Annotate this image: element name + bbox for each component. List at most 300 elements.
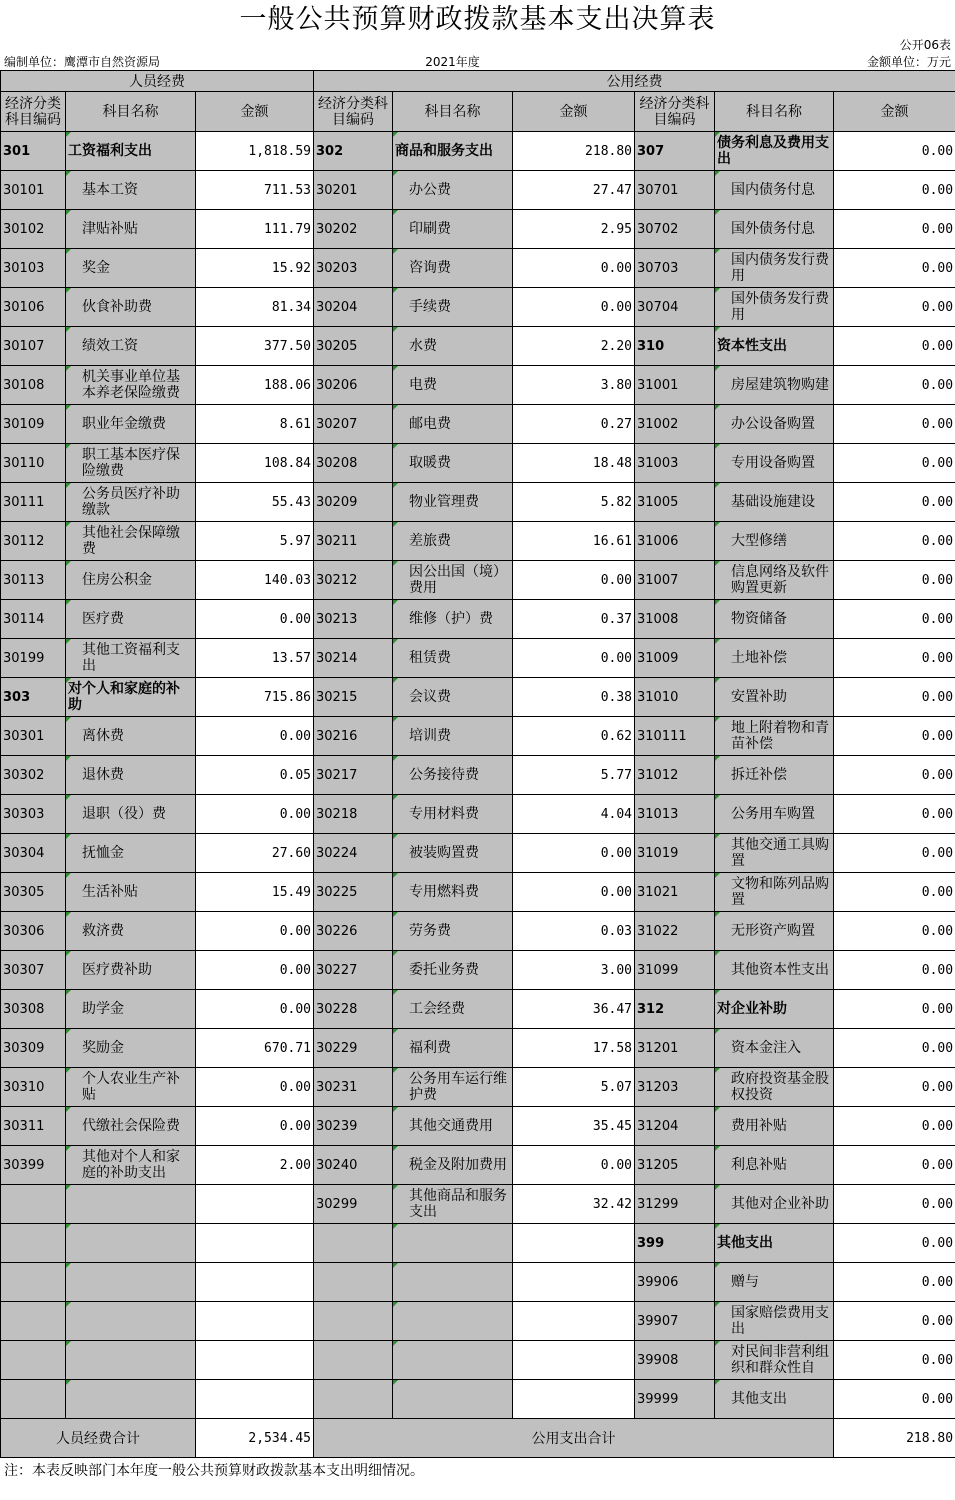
econ-code-cell: 30231 <box>314 1068 393 1107</box>
item-name-cell: 其他资本性支出 <box>715 951 834 990</box>
item-name-cell: 国内债务发行费用 <box>715 249 834 288</box>
econ-code-cell: 30102 <box>1 210 66 249</box>
item-name-cell: 拆迁补偿 <box>715 756 834 795</box>
table-row <box>1 795 955 834</box>
econ-code-cell: 30304 <box>1 834 66 873</box>
econ-code-cell: 39908 <box>635 1341 715 1380</box>
econ-code-cell: 30703 <box>635 249 715 288</box>
item-name-cell: 救济费 <box>66 912 196 951</box>
amount-cell: 15.92 <box>196 249 314 288</box>
amount-cell: 0.00 <box>834 327 955 366</box>
econ-code-cell: 30227 <box>314 951 393 990</box>
public-total-amount: 218.80 <box>834 1419 955 1458</box>
amount-cell: 0.00 <box>834 483 955 522</box>
amount-cell: 0.38 <box>513 678 635 717</box>
econ-code-cell: 30212 <box>314 561 393 600</box>
amount-cell: 0.00 <box>834 210 955 249</box>
econ-code-cell <box>1 1185 66 1224</box>
item-name-cell: 国内债务付息 <box>715 171 834 210</box>
item-name-cell <box>393 1341 513 1380</box>
item-name-cell: 对企业补助 <box>715 990 834 1029</box>
form-code: 公开06表 <box>899 38 951 52</box>
econ-code-cell: 30113 <box>1 561 66 600</box>
table-row <box>1 483 955 522</box>
item-name-cell: 办公设备购置 <box>715 405 834 444</box>
amount-cell: 0.62 <box>513 717 635 756</box>
item-name-cell: 离休费 <box>66 717 196 756</box>
item-name-cell <box>393 1302 513 1341</box>
econ-code-cell: 30106 <box>1 288 66 327</box>
item-name-cell: 资本性支出 <box>715 327 834 366</box>
item-name-cell <box>66 1185 196 1224</box>
econ-code-cell: 30302 <box>1 756 66 795</box>
item-name-cell: 地上附着物和青苗补偿 <box>715 717 834 756</box>
amount-cell: 0.00 <box>196 990 314 1029</box>
table-row <box>1 834 955 873</box>
amount-cell: 0.00 <box>513 249 635 288</box>
amount-cell: 0.27 <box>513 405 635 444</box>
amount-cell: 4.04 <box>513 795 635 834</box>
item-name-cell: 取暖费 <box>393 444 513 483</box>
econ-code-cell: 30228 <box>314 990 393 1029</box>
econ-code-cell: 312 <box>635 990 715 1029</box>
econ-code-cell: 31013 <box>635 795 715 834</box>
amount-cell: 3.80 <box>513 366 635 405</box>
econ-code-cell: 30229 <box>314 1029 393 1068</box>
amount-cell <box>196 1302 314 1341</box>
table-row <box>1 522 955 561</box>
item-name-cell: 其他对企业补助 <box>715 1185 834 1224</box>
econ-code-cell: 30310 <box>1 1068 66 1107</box>
item-name-cell: 安置补助 <box>715 678 834 717</box>
table-row <box>1 405 955 444</box>
table-row <box>1 1185 955 1224</box>
item-name-cell: 其他工资福利支出 <box>66 639 196 678</box>
econ-code-cell <box>314 1224 393 1263</box>
page-title: 一般公共预算财政拨款基本支出决算表 <box>239 4 716 35</box>
item-name-cell: 公务接待费 <box>393 756 513 795</box>
amount-cell <box>513 1302 635 1341</box>
econ-code-cell: 30301 <box>1 717 66 756</box>
econ-code-cell: 30103 <box>1 249 66 288</box>
econ-code-cell: 31205 <box>635 1146 715 1185</box>
econ-code-cell: 30307 <box>1 951 66 990</box>
item-name-cell: 其他商品和服务支出 <box>393 1185 513 1224</box>
item-name-cell: 基本工资 <box>66 171 196 210</box>
item-name-cell: 信息网络及软件购置更新 <box>715 561 834 600</box>
item-name-cell: 资本金注入 <box>715 1029 834 1068</box>
econ-code-cell: 39999 <box>635 1380 715 1419</box>
econ-code-cell: 30199 <box>1 639 66 678</box>
amount-cell: 0.00 <box>834 951 955 990</box>
econ-code-cell: 303 <box>1 678 66 717</box>
item-name-cell: 费用补贴 <box>715 1107 834 1146</box>
item-name-cell: 职工基本医疗保险缴费 <box>66 444 196 483</box>
amount-cell: 5.07 <box>513 1068 635 1107</box>
econ-code-cell: 30306 <box>1 912 66 951</box>
econ-code-cell: 30308 <box>1 990 66 1029</box>
econ-code-cell: 30702 <box>635 210 715 249</box>
header-code: 经济分类科目编码 <box>1 92 66 132</box>
amount-cell: 0.00 <box>513 834 635 873</box>
item-name-cell: 抚恤金 <box>66 834 196 873</box>
header-code: 经济分类科目编码 <box>635 92 715 132</box>
econ-code-cell: 30704 <box>635 288 715 327</box>
econ-code-cell: 30202 <box>314 210 393 249</box>
amount-cell <box>196 1380 314 1419</box>
item-name-cell: 个人农业生产补贴 <box>66 1068 196 1107</box>
table-row <box>1 171 955 210</box>
item-name-cell: 税金及附加费用 <box>393 1146 513 1185</box>
amount-cell: 16.61 <box>513 522 635 561</box>
item-name-cell: 其他支出 <box>715 1224 834 1263</box>
amount-cell: 2.95 <box>513 210 635 249</box>
amount-cell: 670.71 <box>196 1029 314 1068</box>
table-row <box>1 561 955 600</box>
econ-code-cell: 30203 <box>314 249 393 288</box>
item-name-cell: 工资福利支出 <box>66 132 196 171</box>
amount-cell: 108.84 <box>196 444 314 483</box>
econ-code-cell: 310111 <box>635 717 715 756</box>
econ-code-cell <box>314 1302 393 1341</box>
econ-code-cell: 31022 <box>635 912 715 951</box>
amount-cell: 0.00 <box>513 639 635 678</box>
item-name-cell: 债务利息及费用支出 <box>715 132 834 171</box>
item-name-cell: 津贴补贴 <box>66 210 196 249</box>
item-name-cell: 水费 <box>393 327 513 366</box>
econ-code-cell: 31201 <box>635 1029 715 1068</box>
item-name-cell: 政府投资基金股权投资 <box>715 1068 834 1107</box>
amount-cell: 0.00 <box>834 132 955 171</box>
econ-code-cell <box>1 1224 66 1263</box>
section-header-row <box>1 71 955 92</box>
table-row <box>1 1068 955 1107</box>
item-name-cell: 职业年金缴费 <box>66 405 196 444</box>
econ-code-cell <box>1 1302 66 1341</box>
item-name-cell: 基础设施建设 <box>715 483 834 522</box>
amount-cell: 0.00 <box>513 561 635 600</box>
amount-cell: 218.80 <box>513 132 635 171</box>
amount-cell: 27.60 <box>196 834 314 873</box>
amount-cell: 17.58 <box>513 1029 635 1068</box>
econ-code-cell: 30311 <box>1 1107 66 1146</box>
amount-cell: 0.00 <box>834 288 955 327</box>
item-name-cell: 公务用车购置 <box>715 795 834 834</box>
amount-cell: 0.00 <box>834 678 955 717</box>
amount-cell: 711.53 <box>196 171 314 210</box>
table-row <box>1 951 955 990</box>
table-row <box>1 912 955 951</box>
econ-code-cell: 30225 <box>314 873 393 912</box>
amount-cell: 13.57 <box>196 639 314 678</box>
item-name-cell: 文物和陈列品购置 <box>715 873 834 912</box>
amount-cell: 35.45 <box>513 1107 635 1146</box>
amount-cell: 0.00 <box>834 171 955 210</box>
amount-cell: 0.00 <box>834 873 955 912</box>
amount-cell: 0.00 <box>834 717 955 756</box>
amount-cell: 36.47 <box>513 990 635 1029</box>
table-row <box>1 327 955 366</box>
item-name-cell: 公务员医疗补助缴款 <box>66 483 196 522</box>
econ-code-cell: 30114 <box>1 600 66 639</box>
econ-code-cell: 30701 <box>635 171 715 210</box>
totals-row <box>1 1419 955 1458</box>
amount-cell: 0.00 <box>834 366 955 405</box>
item-name-cell: 助学金 <box>66 990 196 1029</box>
econ-code-cell: 31002 <box>635 405 715 444</box>
item-name-cell <box>393 1380 513 1419</box>
header-amount: 金额 <box>196 92 314 132</box>
amount-cell <box>513 1263 635 1302</box>
item-name-cell: 手续费 <box>393 288 513 327</box>
table-row <box>1 288 955 327</box>
amount-cell <box>513 1224 635 1263</box>
public-total-label: 公用支出合计 <box>314 1419 834 1458</box>
amount-cell: 5.77 <box>513 756 635 795</box>
econ-code-cell: 30214 <box>314 639 393 678</box>
section-personnel: 人员经费 <box>1 71 314 92</box>
item-name-cell: 国外债务发行费用 <box>715 288 834 327</box>
amount-cell: 0.00 <box>834 639 955 678</box>
item-name-cell <box>66 1302 196 1341</box>
table-row <box>1 1107 955 1146</box>
amount-cell: 0.00 <box>196 951 314 990</box>
amount-cell: 0.00 <box>834 1068 955 1107</box>
amount-cell: 140.03 <box>196 561 314 600</box>
header-code: 经济分类科目编码 <box>314 92 393 132</box>
section-public: 公用经费 <box>314 71 955 92</box>
econ-code-cell: 30218 <box>314 795 393 834</box>
amount-cell: 2.20 <box>513 327 635 366</box>
econ-code-cell: 30226 <box>314 912 393 951</box>
amount-cell: 0.00 <box>196 1068 314 1107</box>
item-name-cell <box>393 1224 513 1263</box>
item-name-cell: 差旅费 <box>393 522 513 561</box>
table-row <box>1 678 955 717</box>
amount-cell: 0.00 <box>196 600 314 639</box>
table-row <box>1 132 955 171</box>
table-row <box>1 1224 955 1263</box>
fiscal-year: 2021年度 <box>425 55 480 69</box>
item-name-cell: 劳务费 <box>393 912 513 951</box>
amount-cell: 0.00 <box>834 1029 955 1068</box>
item-name-cell: 国家赔偿费用支出 <box>715 1302 834 1341</box>
table-row <box>1 444 955 483</box>
econ-code-cell: 31006 <box>635 522 715 561</box>
econ-code-cell: 39906 <box>635 1263 715 1302</box>
econ-code-cell: 301 <box>1 132 66 171</box>
amount-cell: 0.00 <box>834 1380 955 1419</box>
econ-code-cell: 31099 <box>635 951 715 990</box>
item-name-cell: 培训费 <box>393 717 513 756</box>
econ-code-cell: 30206 <box>314 366 393 405</box>
econ-code-cell: 31203 <box>635 1068 715 1107</box>
item-name-cell: 生活补贴 <box>66 873 196 912</box>
amount-cell: 0.05 <box>196 756 314 795</box>
econ-code-cell: 30309 <box>1 1029 66 1068</box>
item-name-cell: 物资储备 <box>715 600 834 639</box>
personnel-total-label: 人员经费合计 <box>1 1419 196 1458</box>
amount-cell: 715.86 <box>196 678 314 717</box>
econ-code-cell: 302 <box>314 132 393 171</box>
item-name-cell: 绩效工资 <box>66 327 196 366</box>
table-row <box>1 366 955 405</box>
econ-code-cell: 31001 <box>635 366 715 405</box>
amount-cell: 0.00 <box>196 795 314 834</box>
amount-cell: 32.42 <box>513 1185 635 1224</box>
item-name-cell: 大型修缮 <box>715 522 834 561</box>
econ-code-cell: 30112 <box>1 522 66 561</box>
econ-code-cell: 31021 <box>635 873 715 912</box>
footnote: 注：本表反映部门本年度一般公共预算财政拨款基本支出明细情况。 <box>4 1463 424 1479</box>
econ-code-cell: 31009 <box>635 639 715 678</box>
econ-code-cell: 307 <box>635 132 715 171</box>
econ-code-cell: 30239 <box>314 1107 393 1146</box>
econ-code-cell <box>1 1380 66 1419</box>
econ-code-cell: 399 <box>635 1224 715 1263</box>
item-name-cell: 其他交通费用 <box>393 1107 513 1146</box>
amount-cell: 0.00 <box>834 405 955 444</box>
econ-code-cell: 30208 <box>314 444 393 483</box>
econ-code-cell: 30215 <box>314 678 393 717</box>
econ-code-cell: 30216 <box>314 717 393 756</box>
amount-cell <box>513 1380 635 1419</box>
table-row <box>1 639 955 678</box>
amount-cell: 0.00 <box>834 1224 955 1263</box>
table-row <box>1 1263 955 1302</box>
econ-code-cell: 31204 <box>635 1107 715 1146</box>
econ-code-cell: 31007 <box>635 561 715 600</box>
amount-cell: 0.00 <box>834 1185 955 1224</box>
item-name-cell: 对民间非营利组织和群众性自 <box>715 1341 834 1380</box>
econ-code-cell: 31005 <box>635 483 715 522</box>
econ-code-cell <box>314 1341 393 1380</box>
amount-cell: 5.82 <box>513 483 635 522</box>
item-name-cell: 其他社会保障缴费 <box>66 522 196 561</box>
item-name-cell: 退职（役）费 <box>66 795 196 834</box>
amount-cell <box>513 1341 635 1380</box>
item-name-cell: 其他对个人和家庭的补助支出 <box>66 1146 196 1185</box>
item-name-cell: 退休费 <box>66 756 196 795</box>
table-row <box>1 1302 955 1341</box>
amount-cell: 0.37 <box>513 600 635 639</box>
econ-code-cell: 30207 <box>314 405 393 444</box>
item-name-cell: 奖励金 <box>66 1029 196 1068</box>
amount-cell: 111.79 <box>196 210 314 249</box>
econ-code-cell: 30201 <box>314 171 393 210</box>
econ-code-cell: 310 <box>635 327 715 366</box>
econ-code-cell: 30399 <box>1 1146 66 1185</box>
amount-cell: 0.00 <box>834 1341 955 1380</box>
econ-code-cell: 31010 <box>635 678 715 717</box>
amount-cell: 0.00 <box>513 288 635 327</box>
amount-cell: 0.00 <box>196 1107 314 1146</box>
item-name-cell: 土地补偿 <box>715 639 834 678</box>
table-row <box>1 1146 955 1185</box>
column-header-row <box>1 92 955 132</box>
item-name-cell: 因公出国（境）费用 <box>393 561 513 600</box>
econ-code-cell: 30224 <box>314 834 393 873</box>
item-name-cell: 住房公积金 <box>66 561 196 600</box>
econ-code-cell: 30299 <box>314 1185 393 1224</box>
item-name-cell <box>66 1224 196 1263</box>
amount-cell: 0.00 <box>834 561 955 600</box>
econ-code-cell: 39907 <box>635 1302 715 1341</box>
item-name-cell: 对个人和家庭的补助 <box>66 678 196 717</box>
amount-cell: 81.34 <box>196 288 314 327</box>
item-name-cell: 福利费 <box>393 1029 513 1068</box>
amount-cell: 0.00 <box>834 1146 955 1185</box>
item-name-cell: 其他交通工具购置 <box>715 834 834 873</box>
item-name-cell: 医疗费 <box>66 600 196 639</box>
amount-cell: 0.00 <box>196 912 314 951</box>
econ-code-cell: 31299 <box>635 1185 715 1224</box>
table-row <box>1 717 955 756</box>
amount-cell: 2.00 <box>196 1146 314 1185</box>
econ-code-cell: 30109 <box>1 405 66 444</box>
item-name-cell: 国外债务付息 <box>715 210 834 249</box>
amount-cell: 0.00 <box>513 1146 635 1185</box>
amount-cell: 3.00 <box>513 951 635 990</box>
econ-code-cell: 30107 <box>1 327 66 366</box>
econ-code-cell <box>1 1341 66 1380</box>
amount-cell: 188.06 <box>196 366 314 405</box>
item-name-cell: 印刷费 <box>393 210 513 249</box>
item-name-cell: 伙食补助费 <box>66 288 196 327</box>
amount-cell: 8.61 <box>196 405 314 444</box>
econ-code-cell: 30101 <box>1 171 66 210</box>
item-name-cell: 工会经费 <box>393 990 513 1029</box>
econ-code-cell: 31019 <box>635 834 715 873</box>
item-name-cell: 其他支出 <box>715 1380 834 1419</box>
item-name-cell: 办公费 <box>393 171 513 210</box>
item-name-cell: 专用设备购置 <box>715 444 834 483</box>
amount-cell: 1,818.59 <box>196 132 314 171</box>
amount-cell: 0.00 <box>834 1263 955 1302</box>
item-name-cell <box>66 1380 196 1419</box>
item-name-cell: 公务用车运行维护费 <box>393 1068 513 1107</box>
table-row <box>1 1341 955 1380</box>
item-name-cell: 赠与 <box>715 1263 834 1302</box>
econ-code-cell: 31003 <box>635 444 715 483</box>
amount-cell: 0.00 <box>834 600 955 639</box>
amount-cell: 0.00 <box>834 834 955 873</box>
amount-cell: 0.00 <box>513 873 635 912</box>
table-row <box>1 1029 955 1068</box>
header-name: 科目名称 <box>66 92 196 132</box>
econ-code-cell: 30213 <box>314 600 393 639</box>
item-name-cell: 电费 <box>393 366 513 405</box>
econ-code-cell: 30209 <box>314 483 393 522</box>
econ-code-cell <box>1 1263 66 1302</box>
expenditure-table <box>0 70 955 1458</box>
econ-code-cell: 30305 <box>1 873 66 912</box>
item-name-cell: 房屋建筑物购建 <box>715 366 834 405</box>
amount-cell: 0.03 <box>513 912 635 951</box>
econ-code-cell: 30205 <box>314 327 393 366</box>
table-row <box>1 210 955 249</box>
item-name-cell: 专用燃料费 <box>393 873 513 912</box>
amount-cell: 0.00 <box>196 717 314 756</box>
item-name-cell: 委托业务费 <box>393 951 513 990</box>
table-row <box>1 1380 955 1419</box>
item-name-cell: 租赁费 <box>393 639 513 678</box>
item-name-cell <box>66 1341 196 1380</box>
amount-cell: 15.49 <box>196 873 314 912</box>
item-name-cell: 代缴社会保险费 <box>66 1107 196 1146</box>
table-row <box>1 249 955 288</box>
econ-code-cell: 30211 <box>314 522 393 561</box>
